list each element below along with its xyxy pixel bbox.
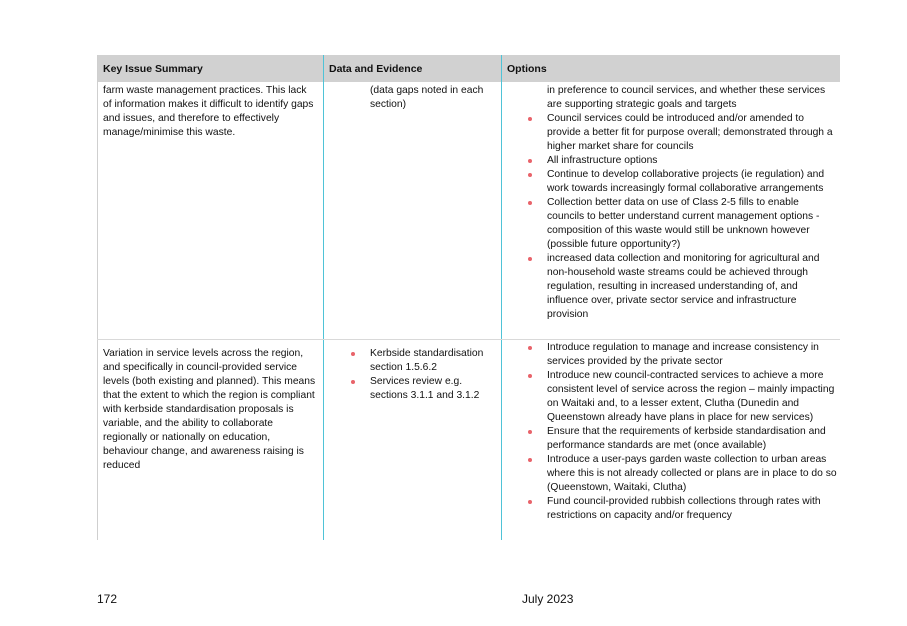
list-item: Services review e.g. sections 3.1.1 and 3.1.2 [370,375,495,403]
row1-summary-text: farm waste management practices. This lack of information makes it difficult to identify gaps and issues, and therefore to effectively manage/minimise this waste. [103,85,314,138]
row2-evidence [370,347,495,403]
bullet-icon [528,458,532,462]
bullet-icon [528,500,532,504]
bullet-icon [528,117,532,121]
bullet-icon [528,346,532,350]
bullet-icon [528,257,532,261]
bullet-icon [528,159,532,163]
list-item: Continue to develop collaborative projects (ie regulation) and work towards increasingly formal collaborative arrangements [547,168,837,196]
row2-evidence-list [370,347,495,403]
list-item: Collection better data on use of Class 2-5 fills to enable councils to better understand current management options - composition of this waste would still be unknown however (possible future opportunity?) [547,196,837,252]
row1-evidence [370,84,495,112]
list-item: Council services could be introduced and/or amended to provide a better fit for purpose overall; demonstrated through a higher market share for councils [547,112,837,154]
row1-evidence-text: (data gaps noted in each section) [370,85,484,110]
table-header [97,55,840,82]
bullet-icon [528,173,532,177]
row-divider [97,339,840,340]
list-item: Introduce a user-pays garden waste collection to urban areas where this is not already collected or plans are in place to do so (Queenstown, Waitaki, Clutha) [547,453,837,495]
column-divider-1 [323,55,324,540]
bullet-icon [351,380,355,384]
row2-summary-text: Variation in service levels across the region, and specifically in council-provided service levels (both existing and planned). This means that the extent to which the region is compliant with kerbside standardisation proposals is variable, and the ability to collaborate regionally or nationally on education, behaviour change, and awareness raising is reduced [103,348,316,471]
row2-summary [103,347,317,473]
row2-options-list [547,341,837,523]
bullet-icon [528,374,532,378]
list-item: Kerbside standardisation section 1.5.6.2 [370,347,495,375]
row2-options [547,341,837,523]
list-item: All infrastructure options [547,154,837,168]
row1-summary [103,84,317,140]
footer-date: July 2023 [522,592,574,606]
list-item: increased data collection and monitoring for agricultural and non-household waste streams could be achieved through regulation, resulting in increased understanding of, and influence over, private sector service and infrastructure provision [547,252,837,322]
row1-options-list [547,112,837,322]
row1-options-continuation: in preference to council services, and whether these services are supporting strategic goals and targets [547,85,826,110]
header-data-evidence: Data and Evidence [329,63,423,75]
row1-options [547,84,837,322]
header-key-issue: Key Issue Summary [103,63,203,75]
header-options: Options [507,63,547,75]
page-number: 172 [97,592,118,606]
column-divider-2 [501,55,502,540]
bullet-icon [351,352,355,356]
list-item: Fund council-provided rubbish collections through rates with restrictions on capacity and/or frequency [547,495,837,523]
bullet-icon [528,201,532,205]
table-border-left [97,55,98,540]
list-item: Introduce new council-contracted services to achieve a more consistent level of service across the region – mainly impacting on Waitaki and, to a lesser extent, Clutha (Dunedin and Queenstown already have plans in place for new services) [547,369,837,425]
bullet-icon [528,430,532,434]
list-item: Introduce regulation to manage and increase consistency in services provided by the private sector [547,341,837,369]
list-item: Ensure that the requirements of kerbside standardisation and performance standards are met (once available) [547,425,837,453]
